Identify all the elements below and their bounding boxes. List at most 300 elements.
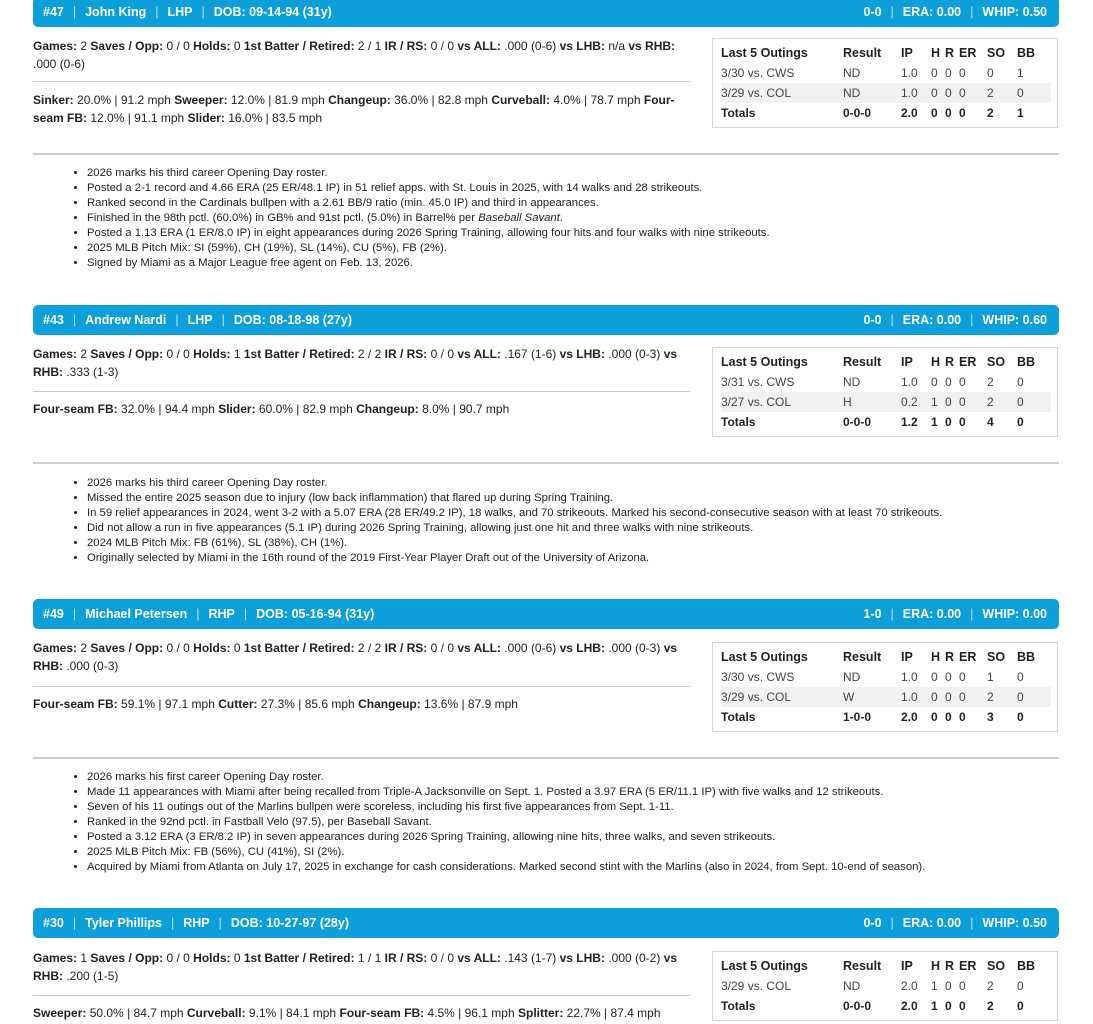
pitch-usage-velo: 4.5% | 96.1 mph xyxy=(427,1006,515,1020)
stat-label: Games: xyxy=(33,951,78,965)
throwing-hand: RHP xyxy=(183,916,210,930)
table-row xyxy=(721,392,1051,412)
column-header: Result xyxy=(843,46,882,60)
pitch-type: Slider: xyxy=(218,402,256,416)
era-value: ERA: 0.00 xyxy=(902,916,962,930)
totals-cell: 0 xyxy=(931,106,938,120)
stat-label: Saves / Opp: xyxy=(90,641,164,655)
stat-value: .333 (1-3) xyxy=(66,365,119,379)
note-item: • 2026 marks his third career Opening Day roster. xyxy=(87,476,1087,491)
stat-label: Games: xyxy=(33,641,78,655)
table-cell: 0 xyxy=(931,670,938,684)
totals-cell: 4 xyxy=(987,415,994,429)
table-cell: 0 xyxy=(945,670,952,684)
column-header: BB xyxy=(1017,46,1036,60)
table-cell: 0 xyxy=(945,83,959,103)
separator: | xyxy=(201,5,205,19)
player-season-line xyxy=(863,5,1047,19)
pitch-type: Four-seam FB: xyxy=(33,402,118,416)
column-header: H xyxy=(931,355,941,369)
column-header: SO xyxy=(987,650,1006,664)
last-5-outings-table xyxy=(721,43,1051,123)
stat-label: 1st Batter / Retired: xyxy=(243,641,355,655)
totals-cell: 0 xyxy=(945,415,952,429)
totals-cell: 0 xyxy=(959,999,966,1013)
last-5-outings-table xyxy=(721,352,1051,432)
note-item: • Originally selected by Miami in the 16th round of the 2019 First-Year Player Draft out of the University of Arizona. xyxy=(87,551,1087,566)
stat-value: 2 / 2 xyxy=(357,347,382,361)
last-5-outings-table xyxy=(721,956,1051,1016)
totals-cell: 0 xyxy=(945,106,952,120)
stat-value: .000 (0-2) xyxy=(608,951,661,965)
note-item: • Posted a 1.13 ERA (1 ER/8.0 IP) in eight appearances during 2026 Spring Training, allowing four hits and four walks with nine strikeouts. xyxy=(87,226,1087,241)
whip-value: WHIP: 0.50 xyxy=(982,5,1047,19)
win-loss-record: 0-0 xyxy=(863,916,882,930)
table-cell: 0 xyxy=(931,83,945,103)
table-cell: 0 xyxy=(945,687,959,707)
stat-label: vs ALL: xyxy=(457,39,501,53)
table-cell: 0 xyxy=(945,392,959,412)
column-header: H xyxy=(931,650,941,664)
pitch-type: Sweeper: xyxy=(33,1006,87,1020)
stat-value: 0 / 0 xyxy=(430,641,454,655)
table-cell: 1.0 xyxy=(901,83,931,103)
player-header-bar xyxy=(33,908,1059,938)
stat-value: .000 (0-3) xyxy=(608,641,661,655)
table-header-row xyxy=(721,647,1051,667)
stat-label: Saves / Opp: xyxy=(90,39,164,53)
totals-cell: 1 xyxy=(1017,106,1024,120)
stat-value: 2 / 2 xyxy=(357,641,382,655)
table-header-row xyxy=(721,43,1051,63)
table-cell: 2.0 xyxy=(901,979,918,993)
stat-label: Saves / Opp: xyxy=(90,347,164,361)
player-season-line xyxy=(863,313,1047,327)
throwing-hand: LHP xyxy=(167,5,193,19)
totals-cell: 0 xyxy=(945,710,952,724)
pitch-mix xyxy=(33,400,703,418)
stat-label: vs LHB: xyxy=(559,951,605,965)
totals-cell: 1 xyxy=(931,999,938,1013)
separator: | xyxy=(72,313,77,327)
player-season-line xyxy=(863,916,1047,930)
whip-value: WHIP: 0.00 xyxy=(982,607,1047,621)
pitch-type: Sweeper: xyxy=(174,93,228,107)
column-header: Result xyxy=(843,355,882,369)
table-cell: 2 xyxy=(987,83,1017,103)
pitch-usage-velo: 4.0% | 78.7 mph xyxy=(553,93,641,107)
separator: | xyxy=(970,313,974,327)
table-cell: ND xyxy=(843,66,861,80)
player-name[interactable]: Tyler Phillips xyxy=(85,916,162,930)
pitch-usage-velo: 50.0% | 84.7 mph xyxy=(89,1006,184,1020)
era-value: ERA: 0.00 xyxy=(902,607,962,621)
totals-cell: 0 xyxy=(931,710,938,724)
stat-value: 0 xyxy=(233,39,241,53)
stat-value: 0 xyxy=(233,641,241,655)
note-item: • Made 11 appearances with Miami after being recalled from Triple-A Jacksonville on Sept. 1. Posted a 3.97 ERA (5 ER/11.1 IP) with five walks and 12 strikeouts. xyxy=(87,785,1087,800)
stat-label: vs LHB: xyxy=(559,347,605,361)
stats-summary xyxy=(33,345,693,381)
player-identity xyxy=(43,916,349,930)
totals-cell: 3 xyxy=(987,710,994,724)
column-header: BB xyxy=(1017,959,1036,973)
separator: | xyxy=(221,313,225,327)
win-loss-record: 0-0 xyxy=(863,313,882,327)
stat-label: vs RHB: xyxy=(628,39,676,53)
stat-label: 1st Batter / Retired: xyxy=(243,39,355,53)
table-cell: 1 xyxy=(987,670,994,684)
stat-label: IR / RS: xyxy=(384,39,428,53)
jersey-number: #47 xyxy=(43,5,64,19)
table-cell: H xyxy=(843,392,901,412)
table-cell: 0 xyxy=(959,375,966,389)
last-5-outings-box xyxy=(712,347,1058,437)
stat-value: 0 / 0 xyxy=(166,951,190,965)
totals-row xyxy=(721,996,1051,1016)
stat-label: vs RHB: xyxy=(33,951,678,983)
stat-label: Holds: xyxy=(193,347,231,361)
last-5-outings-box xyxy=(712,642,1058,732)
separator: | xyxy=(970,916,974,930)
jersey-number: #30 xyxy=(43,916,64,930)
totals-cell: 0 xyxy=(959,415,966,429)
table-cell: 0.2 xyxy=(901,392,931,412)
stat-label: Games: xyxy=(33,39,78,53)
stat-label: Holds: xyxy=(193,951,231,965)
note-item: • 2025 MLB Pitch Mix: FB (56%), CU (41%), SI (2%). xyxy=(87,845,1087,860)
totals-cell: Totals xyxy=(721,106,756,120)
jersey-number: #43 xyxy=(43,313,64,327)
totals-cell: 1 xyxy=(931,415,938,429)
last-5-outings-table xyxy=(721,647,1051,727)
throwing-hand: RHP xyxy=(208,607,235,621)
stat-label: Saves / Opp: xyxy=(90,951,164,965)
pitch-mix xyxy=(33,695,703,713)
stats-summary xyxy=(33,639,693,675)
column-header: R xyxy=(945,46,955,60)
note-item: • In 59 relief appearances in 2024, went 3-2 with a 5.07 ERA (28 ER/49.2 IP), 18 walks, and 70 strikeouts. Marked his second-consecutive season with at least 70 strikeouts. xyxy=(87,506,1087,521)
table-row xyxy=(721,372,1051,392)
table-cell: 0 xyxy=(959,66,966,80)
column-header: H xyxy=(931,959,941,973)
totals-cell: 1-0-0 xyxy=(843,710,872,724)
stats-summary xyxy=(33,949,693,985)
column-header: R xyxy=(945,650,955,664)
table-row xyxy=(721,83,1051,103)
column-header: R xyxy=(945,959,955,973)
totals-cell: 0-0-0 xyxy=(843,106,872,120)
stat-value: 0 / 0 xyxy=(430,39,454,53)
stat-value: 1 / 1 xyxy=(357,951,382,965)
column-header: SO xyxy=(987,959,1006,973)
table-cell: 0 xyxy=(945,979,952,993)
stat-label: Holds: xyxy=(193,641,231,655)
date-of-birth: DOB: 05-16-94 (31y) xyxy=(256,607,375,621)
stat-value: 1 xyxy=(80,951,88,965)
pitch-usage-velo: 16.0% | 83.5 mph xyxy=(228,111,323,125)
separator: | xyxy=(196,607,200,621)
pitch-usage-velo: 60.0% | 82.9 mph xyxy=(258,402,353,416)
stat-value: .000 (0-6) xyxy=(33,57,86,71)
pitch-usage-velo: 20.0% | 91.2 mph xyxy=(77,93,171,107)
stat-label: vs ALL: xyxy=(457,951,501,965)
whip-value: WHIP: 0.60 xyxy=(982,313,1047,327)
player-header-bar xyxy=(33,0,1059,27)
table-cell: 0 xyxy=(1017,687,1051,707)
table-cell: 0 xyxy=(959,979,966,993)
player-notes xyxy=(60,770,1087,875)
table-row xyxy=(721,667,1051,687)
table-cell: 2 xyxy=(987,979,994,993)
totals-cell: 2.0 xyxy=(901,710,918,724)
era-value: ERA: 0.00 xyxy=(902,313,962,327)
note-item: • Did not allow a run in five appearances (5.1 IP) during 2026 Spring Training, allowing just one hit and three walks with nine strikeouts. xyxy=(87,521,1087,536)
totals-cell: 0 xyxy=(959,710,966,724)
last-5-outings-box xyxy=(712,38,1058,128)
totals-cell: 2.0 xyxy=(901,106,918,120)
stat-value: 2 xyxy=(80,39,88,53)
divider xyxy=(33,391,690,392)
totals-cell: 1.2 xyxy=(901,415,918,429)
note-item: • Ranked second in the Cardinals bullpen with a 2.61 BB/9 ratio (min. 45.0 IP) and third in appearances. xyxy=(87,196,1087,211)
stat-value: .143 (1-7) xyxy=(504,951,557,965)
table-cell: 3/29 vs. COL xyxy=(721,687,843,707)
table-header-row xyxy=(721,352,1051,372)
totals-cell: 0 xyxy=(945,999,952,1013)
separator: | xyxy=(72,607,77,621)
player-notes xyxy=(60,476,1087,566)
stat-value: .200 (1-5) xyxy=(66,969,119,983)
note-item: • Seven of his 11 outings out of the Marlins bullpen were scoreless, including his first five appearances from Sept. 1-11. xyxy=(87,800,1087,815)
note-item: • 2026 marks his first career Opening Day roster. xyxy=(87,770,1087,785)
totals-cell: 2 xyxy=(987,999,994,1013)
player-header-bar xyxy=(33,305,1059,335)
player-identity xyxy=(43,5,332,19)
table-cell: 3/30 vs. CWS xyxy=(721,670,795,684)
stat-value: 0 / 0 xyxy=(166,347,190,361)
pitch-mix xyxy=(33,91,703,127)
divider xyxy=(33,81,690,82)
player-name[interactable]: Andrew Nardi xyxy=(85,313,167,327)
pitch-type: Slider: xyxy=(187,111,225,125)
player-identity xyxy=(43,607,374,621)
table-cell: 0 xyxy=(1017,83,1051,103)
separator: | xyxy=(170,916,175,930)
divider xyxy=(33,995,690,996)
column-header: SO xyxy=(987,46,1006,60)
column-header: BB xyxy=(1017,650,1036,664)
table-cell: 1.0 xyxy=(901,66,918,80)
stat-label: vs RHB: xyxy=(33,641,678,673)
table-cell: 0 xyxy=(1017,670,1024,684)
table-cell: 1 xyxy=(931,979,938,993)
separator: | xyxy=(243,607,248,621)
separator: | xyxy=(218,916,222,930)
stat-label: Games: xyxy=(33,347,78,361)
column-header: Last 5 Outings xyxy=(721,959,808,973)
separator: | xyxy=(890,916,894,930)
note-item: • Acquired by Miami from Atlanta on July 17, 2025 in exchange for cash considerations. Marked second stint with the Marlins (also in 2024, from Sept. 10-end of season). xyxy=(87,860,1087,875)
table-cell: 1.0 xyxy=(901,670,918,684)
table-row xyxy=(721,976,1051,996)
stat-label: IR / RS: xyxy=(384,347,428,361)
stat-label: 1st Batter / Retired: xyxy=(243,347,355,361)
stat-value: .000 (0-3) xyxy=(608,347,661,361)
section-divider xyxy=(33,462,1059,464)
column-header: ER xyxy=(959,46,977,60)
table-row xyxy=(721,687,1051,707)
totals-row xyxy=(721,412,1051,432)
date-of-birth: DOB: 08-18-98 (27y) xyxy=(233,313,352,327)
totals-cell: Totals xyxy=(721,999,756,1013)
stat-value: .000 (0-6) xyxy=(504,39,557,53)
column-header: IP xyxy=(901,355,913,369)
stat-value: 0 xyxy=(233,951,241,965)
pitch-usage-velo: 22.7% | 87.4 mph xyxy=(566,1006,661,1020)
table-cell: ND xyxy=(843,83,901,103)
pitch-usage-velo: 12.0% | 81.9 mph xyxy=(230,93,325,107)
pitch-usage-velo: 13.6% | 87.9 mph xyxy=(424,697,518,711)
column-header: Last 5 Outings xyxy=(721,46,808,60)
pitch-type: Four-seam FB: xyxy=(33,93,675,125)
pitch-usage-velo: 9.1% | 84.1 mph xyxy=(248,1006,337,1020)
last-5-outings-box xyxy=(712,951,1058,1021)
table-cell: 0 xyxy=(945,375,952,389)
win-loss-record: 0-0 xyxy=(863,5,882,19)
table-cell: 0 xyxy=(959,687,987,707)
table-cell: 1 xyxy=(931,392,945,412)
note-item: • Finished in the 98th pctl. (60.0%) in GB% and 91st pctl. (5.0%) in Barrel% per Baseball Savant. xyxy=(87,211,1087,226)
separator: | xyxy=(970,607,974,621)
column-header: Last 5 Outings xyxy=(721,355,808,369)
separator: | xyxy=(890,313,894,327)
pitch-type: Changeup: xyxy=(358,697,421,711)
stat-label: vs ALL: xyxy=(457,641,501,655)
pitch-usage-velo: 59.1% | 97.1 mph xyxy=(121,697,215,711)
table-cell: 3/27 vs. COL xyxy=(721,392,843,412)
throwing-hand: LHP xyxy=(187,313,213,327)
note-item: • 2024 MLB Pitch Mix: FB (61%), SL (38%), CH (1%). xyxy=(87,536,1087,551)
win-loss-record: 1-0 xyxy=(863,607,882,621)
stat-value: .167 (1-6) xyxy=(504,347,557,361)
column-header: ER xyxy=(959,650,977,664)
stat-value: n/a xyxy=(608,39,625,53)
note-item: • Signed by Miami as a Major League free agent on Feb. 13, 2026. xyxy=(87,256,1087,271)
date-of-birth: DOB: 09-14-94 (31y) xyxy=(213,5,332,19)
stat-value: .000 (0-3) xyxy=(66,659,119,673)
table-cell: 0 xyxy=(945,66,952,80)
table-cell: 0 xyxy=(1017,392,1051,412)
note-item: • Posted a 3.12 ERA (3 ER/8.2 IP) in seven appearances during 2026 Spring Training, allowing nine hits, three walks, and seven strikeouts. xyxy=(87,830,1087,845)
separator: | xyxy=(890,607,894,621)
pitch-mix xyxy=(33,1004,703,1022)
stat-value: .000 (0-6) xyxy=(504,641,557,655)
player-name[interactable]: John King xyxy=(85,5,147,19)
totals-cell: Totals xyxy=(721,415,756,429)
table-cell: 3/31 vs. CWS xyxy=(721,375,795,389)
player-name[interactable]: Michael Petersen xyxy=(85,607,188,621)
column-header: H xyxy=(931,46,941,60)
table-cell: 0 xyxy=(931,66,938,80)
stat-label: vs LHB: xyxy=(559,641,605,655)
stat-value: 0 / 0 xyxy=(166,39,190,53)
whip-value: WHIP: 0.50 xyxy=(982,916,1047,930)
table-cell: ND xyxy=(843,670,861,684)
totals-cell: 0-0-0 xyxy=(843,999,872,1013)
note-item: • Ranked in the 92nd pctl. in Fastball Velo (97.5), per Baseball Savant. xyxy=(87,815,1087,830)
stat-value: 0 / 0 xyxy=(430,951,454,965)
separator: | xyxy=(175,313,179,327)
totals-cell: 0 xyxy=(1017,710,1024,724)
pitch-usage-velo: 36.0% | 82.8 mph xyxy=(394,93,488,107)
pitch-type: Curveball: xyxy=(491,93,550,107)
totals-cell: 2.0 xyxy=(901,999,918,1013)
player-season-line xyxy=(863,607,1047,621)
stat-value: 0 / 0 xyxy=(166,641,190,655)
stat-value: 0 / 0 xyxy=(430,347,454,361)
stat-label: 1st Batter / Retired: xyxy=(243,951,355,965)
totals-row xyxy=(721,103,1051,123)
stat-value: 1 xyxy=(233,347,241,361)
pitch-type: Splitter: xyxy=(517,1006,564,1020)
table-cell: 0 xyxy=(1017,375,1024,389)
table-cell: 0 xyxy=(959,83,987,103)
totals-cell: 0 xyxy=(1017,415,1024,429)
date-of-birth: DOB: 10-27-97 (28y) xyxy=(230,916,349,930)
column-header: Result xyxy=(843,959,882,973)
era-value: ERA: 0.00 xyxy=(902,5,962,19)
table-cell: 2 xyxy=(987,687,1017,707)
table-header-row xyxy=(721,956,1051,976)
stat-label: Holds: xyxy=(193,39,231,53)
separator: | xyxy=(890,5,894,19)
table-cell: ND xyxy=(843,979,861,993)
separator: | xyxy=(970,5,974,19)
table-cell: 0 xyxy=(1017,979,1024,993)
player-notes xyxy=(60,166,1087,271)
column-header: SO xyxy=(987,355,1006,369)
stat-label: IR / RS: xyxy=(384,641,428,655)
totals-cell: Totals xyxy=(721,710,756,724)
table-cell: 1.0 xyxy=(901,375,918,389)
stat-label: vs LHB: xyxy=(559,39,605,53)
totals-cell: 0-0-0 xyxy=(843,415,872,429)
pitch-type: Changeup: xyxy=(328,93,391,107)
table-cell: 2 xyxy=(987,392,1017,412)
table-cell: 3/30 vs. CWS xyxy=(721,66,795,80)
pitch-type: Four-seam FB: xyxy=(33,697,118,711)
column-header: IP xyxy=(901,650,913,664)
table-cell: 0 xyxy=(931,687,945,707)
section-divider xyxy=(33,757,1059,759)
stat-label: vs RHB: xyxy=(33,347,678,379)
column-header: ER xyxy=(959,355,977,369)
note-item: • 2025 MLB Pitch Mix: SI (59%), CH (19%), SL (14%), CU (5%), FB (2%). xyxy=(87,241,1087,256)
pitch-usage-velo: 27.3% | 85.6 mph xyxy=(260,697,355,711)
table-cell: 0 xyxy=(931,375,938,389)
column-header: IP xyxy=(901,46,913,60)
table-cell: 3/29 vs. COL xyxy=(721,83,843,103)
table-row xyxy=(721,63,1051,83)
table-cell: 3/29 vs. COL xyxy=(721,979,792,993)
pitch-usage-velo: 32.0% | 94.4 mph xyxy=(121,402,215,416)
pitch-type: Sinker: xyxy=(33,93,74,107)
table-cell: 1 xyxy=(1017,66,1024,80)
section-divider xyxy=(33,153,1059,155)
pitch-usage-velo: 8.0% | 90.7 mph xyxy=(422,402,510,416)
pitch-usage-velo: 12.0% | 91.1 mph xyxy=(90,111,185,125)
